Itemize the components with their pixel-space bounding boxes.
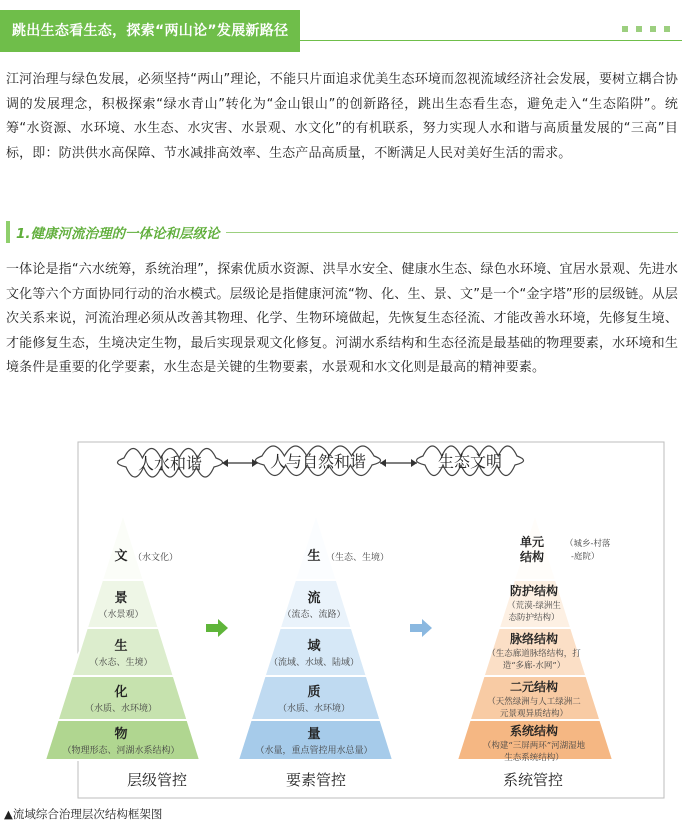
tier-note-line2: 造“多廊-水网”）: [502, 661, 566, 671]
pyramid-label: 要素管控: [285, 771, 347, 789]
tier-title-line2: 结构: [519, 550, 545, 564]
pyramid-label: 系统管控: [502, 771, 564, 789]
article-section-header: 跳出生态看生态，探索“两山论”发展新路径: [0, 10, 300, 52]
tier-title: 景: [114, 591, 128, 606]
tier-title: 物: [114, 727, 128, 742]
decor-dot: [664, 26, 670, 32]
subsection-heading: [6, 220, 678, 244]
tier-title: 防护结构: [509, 584, 559, 598]
tier-note: （生态、生境）: [326, 553, 390, 563]
figure-caption: ▲流域综合治理层次结构框架图: [4, 807, 163, 821]
header-decoration-dots: [622, 26, 670, 32]
cloud-label: 生态文明: [437, 452, 503, 471]
tier-note: （生态廊道脉络结构，打: [487, 649, 581, 659]
subsection-title: 1.健康河流治理的一体论和层级论: [16, 226, 220, 242]
connector-arrowhead: [222, 459, 228, 467]
pyramid-elements: [238, 514, 393, 760]
tier-note: （水景观）: [98, 610, 144, 620]
tier-note: （水量，重点管控用水总量）: [255, 746, 373, 756]
decor-dot: [650, 26, 656, 32]
tier-note: （水态、生境）: [89, 658, 153, 668]
cloud-label: 人与自然和谐: [269, 452, 367, 471]
header-divider: [300, 40, 682, 41]
tier-title: 质: [307, 685, 321, 700]
tier-note: （水文化）: [133, 553, 179, 563]
tier-title: 二元结构: [509, 680, 559, 694]
tier-title: 量: [307, 727, 321, 742]
tier-note: （荒漠-绿洲生: [507, 601, 561, 611]
framework-diagram: [0, 430, 682, 802]
decor-dot: [636, 26, 642, 32]
tier-note-line2: 态防护结构）: [508, 613, 560, 623]
pyramid-label: 层级管控: [126, 771, 188, 789]
tier-note: （城乡-村落: [565, 539, 611, 549]
tier-note: （流态、流路）: [282, 610, 346, 620]
tier-note: （构建“三屏两环”河湖湿地: [482, 741, 586, 751]
subsection-accent-bar: [6, 221, 10, 243]
pyramid-tier: [295, 514, 337, 580]
pyramid-systems: [457, 514, 613, 763]
pyramid-tier: [102, 514, 144, 580]
tier-title: 单元: [519, 535, 545, 549]
tier-note: （流域、水域、陆域）: [268, 658, 360, 668]
subsection-divider: [226, 232, 678, 233]
tier-note: （天然绿洲与人工绿洲二: [487, 697, 581, 707]
tier-title: 系统结构: [509, 724, 559, 738]
tier-note: （水质、水环境）: [277, 704, 351, 714]
body-paragraph: 一体论是指“六水统筹，系统治理”，探索优质水资源、洪旱水安全、健康水生态、绿色水环境、宜居水景观、先进水文化等六个方面协同行动的治水模式。层级论是指健康河流“物、化、生、景、文”是一个“金字塔”形的层级链。从层次关系来说，河流治理必须从改善其物理、化学、生物环境做起，先恢复生态径流、才能改善水环境，先修复生境、才能修复生态，生境决定生物，最后实现景观文化修复。河湖水系结构和生态径流是最基础的物理要素，水环境和生境条件是重要的化学要素，水生态是关键的生物要素，水景观和水文化则是最高的精神要素。: [6, 262, 678, 375]
tier-note-line2: 生态系统结构）: [504, 753, 564, 763]
tier-note: （物理形态、河湖水系结构）: [62, 746, 180, 756]
transition-arrow: [410, 619, 432, 637]
pyramid-hierarchy: [45, 514, 200, 760]
cloud-label: 人水和谐: [137, 454, 203, 473]
tier-title: 化: [114, 685, 128, 700]
tier-title: 文: [114, 549, 128, 564]
decor-dot: [622, 26, 628, 32]
tier-title: 生: [114, 639, 128, 654]
tier-note-line2: -庭院）: [571, 552, 600, 562]
framework-figure: [0, 430, 682, 802]
tier-title: 生: [307, 549, 321, 564]
tier-title: 脉络结构: [509, 632, 559, 646]
intro-paragraph: 江河治理与绿色发展，必须坚持“两山”理论，不能只片面追求优美生态环境而忽视流域经济社会发展，要树立耦合协调的发展理念，积极探索“绿水青山”转化为“金山银山”的创新路径，跳出生态看生态，避免走入“生态陷阱”。统筹“水资源、水环境、水生态、水灾害、水景观、水文化”的有机联系，努力实现人水和谐与高质量发展的“三高”目标，即：防洪供水高保障、节水减排高效率、生态产品高质量，不断满足人民对美好生活的需求。: [6, 72, 678, 161]
tier-note: （水质、水环境）: [84, 704, 158, 714]
tier-title: 域: [307, 639, 321, 654]
tier-note-line2: 元景观异质结构）: [499, 709, 569, 719]
tier-title: 流: [307, 591, 321, 606]
transition-arrow: [206, 619, 228, 637]
